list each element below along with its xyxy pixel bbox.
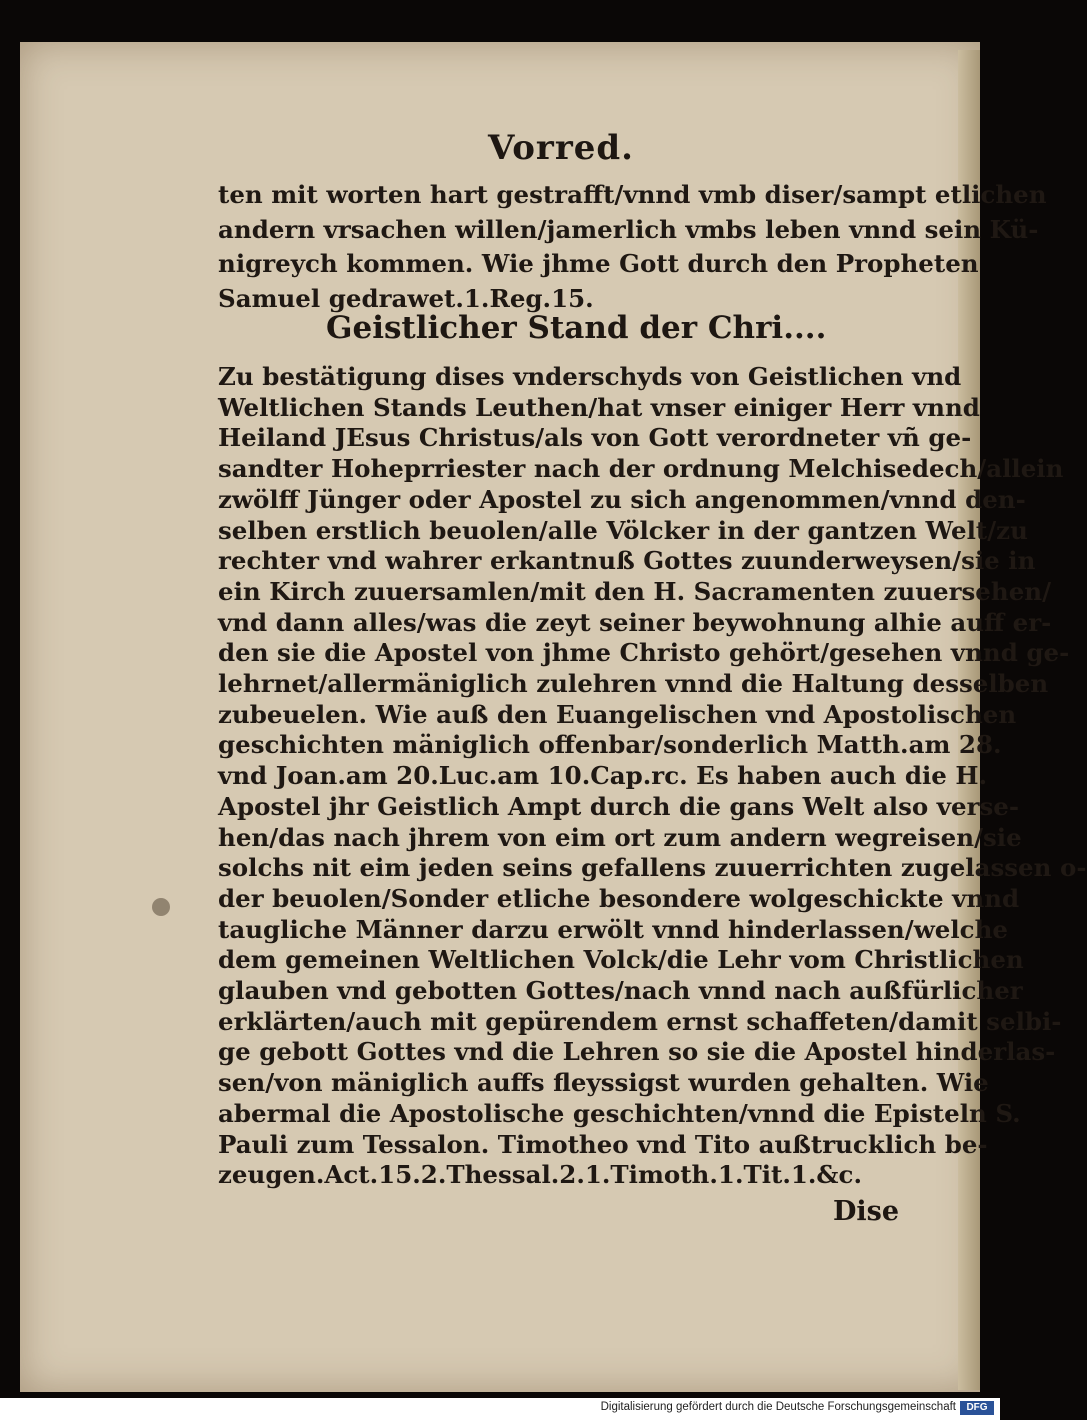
text-line: vnd Joan.am 20.Luc.am 10.Cap.rc. Es haben auch die H. bbox=[218, 761, 988, 791]
text-line: rechter vnd wahrer erkantnuß Gottes zuunderweysen/sie in bbox=[218, 546, 1036, 576]
text-line: glauben vnd gebotten Gottes/nach vnnd nach außfürlicher bbox=[218, 976, 1023, 1005]
text-line: abermal die Apostolische geschichten/vnnd die Episteln S. bbox=[218, 1098, 1021, 1128]
text-line: Apostel jhr Geistlich Ampt durch die gans Welt also verse- bbox=[218, 791, 1020, 821]
text-line: lehrnet/allermäniglich zulehren vnnd die Haltung desselben bbox=[218, 669, 1049, 698]
text-line: geschichten mäniglich offenbar/sonderlich Matth.am 28. bbox=[218, 730, 1002, 760]
text-line: ein Kirch zuuersamlen/mit den H. Sacramenten zuuersehen/ bbox=[218, 576, 1052, 606]
text-line: andern vrsachen willen/jamerlich vmbs leben vnnd sein Kü- bbox=[218, 214, 1039, 244]
text-line: taugliche Männer darzu erwölt vnnd hinderlassen/welche bbox=[218, 914, 1008, 944]
text-line: hen/das nach jhrem von eim ort zum andern wegreisen/sie bbox=[218, 822, 1022, 852]
running-head: Vorred. bbox=[488, 128, 635, 168]
text-line: selben erstlich beuolen/alle Völcker in der gantzen Welt/zu bbox=[218, 515, 1028, 545]
text-line: zeugen.Act.15.2.Thessal.2.1.Timoth.1.Tit.1.&c. bbox=[218, 1160, 862, 1190]
text-line: ten mit worten hart gestrafft/vnnd vmb diser/sampt etlichen bbox=[218, 180, 1047, 209]
text-line: der beuolen/Sonder etliche besondere wolgeschickte vnnd bbox=[218, 883, 1020, 913]
catchword: Dise bbox=[833, 1196, 900, 1227]
text-line: Pauli zum Tessalon. Timotheo vnd Tito außtrucklich be- bbox=[218, 1129, 988, 1159]
dfg-logo: DFG bbox=[960, 1401, 994, 1415]
text-line: Samuel gedrawet.1.Reg.15. bbox=[218, 283, 594, 313]
text-line: sandter Hoheprriester nach der ordnung Melchisedech/allein bbox=[218, 454, 1064, 484]
text-line: solchs nit eim jeden seins gefallens zuuerrichten zugelassen o- bbox=[218, 853, 1087, 883]
text-line: Zu bestätigung dises vnderschyds von Geistlichen vnd bbox=[218, 362, 962, 391]
text-line: Heiland JEsus Christus/als von Gott verordneter vñ ge- bbox=[218, 423, 972, 453]
text-line: ge gebott Gottes vnd die Lehren so sie die Apostel hinderlas- bbox=[218, 1037, 1056, 1067]
text-line: den sie die Apostel von jhme Christo gehört/gesehen vnnd ge- bbox=[218, 638, 1070, 668]
text-line: zwölff Jünger oder Apostel zu sich angenommen/vnnd den- bbox=[218, 484, 1026, 514]
section-heading: Geistlicher Stand der Chri.... bbox=[326, 310, 827, 346]
text-line: vnd dann alles/was die zeyt seiner beywohnung alhie auff er- bbox=[218, 607, 1052, 637]
text-line: erklärten/auch mit gepürendem ernst schaffeten/damit selbi- bbox=[218, 1006, 1062, 1036]
text-line: nigreych kommen. Wie jhme Gott durch den Propheten bbox=[218, 249, 979, 278]
text-line: sen/von mäniglich auffs fleyssigst wurden gehalten. Wie bbox=[218, 1068, 989, 1098]
text-line: Weltlichen Stands Leuthen/hat vnser einiger Herr vnnd bbox=[218, 392, 980, 422]
margin-mark bbox=[152, 898, 170, 916]
text-line: dem gemeinen Weltlichen Volck/die Lehr vom Christlichen bbox=[218, 945, 1024, 975]
text-line: zubeuelen. Wie auß den Euangelischen vnd Apostolischen bbox=[218, 699, 1017, 729]
footer-credit: Digitalisierung gefördert durch die Deutsche Forschungsgemeinschaft bbox=[600, 1401, 956, 1413]
